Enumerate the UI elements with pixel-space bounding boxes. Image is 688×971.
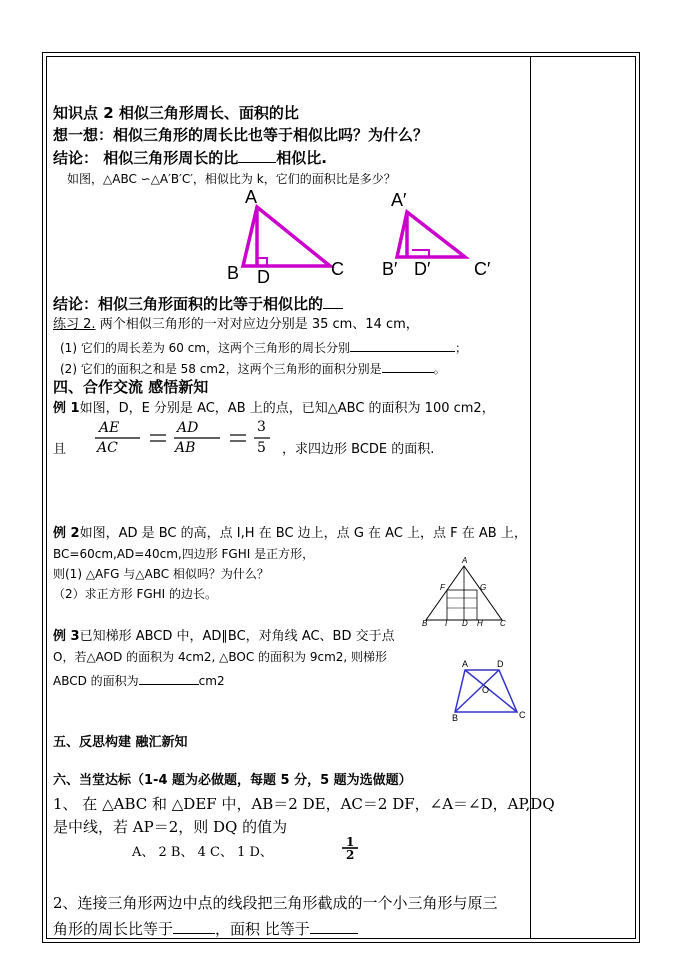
conclusion-perimeter-post: 相似比. [276,149,327,167]
label-c: C [331,259,344,279]
think-question: 想一想：相似三角形的周长比也等于相似比吗？为什么？ [53,126,429,144]
practice-2-label: 练习 2. [53,317,96,332]
label-c-prime: C′ [474,259,491,279]
label-a: A [245,187,258,207]
trap-label-d: D [497,659,504,669]
example-3-label: 例 3 [53,629,80,644]
sq-label-h: H [477,619,483,628]
sq-label-a: A [462,556,468,565]
frac-3: 3 [257,419,266,435]
section-4-title: 四、合作交流 感悟新知 [53,378,209,396]
example-2-label: 例 2 [53,526,80,541]
frac-ad: AD [177,420,199,436]
question-1-line-2: 是中线，若 AP＝2，则 DQ 的值为 [53,818,288,836]
frac-ab: AB [175,440,196,456]
conclusion-area-text: 结论：相似三角形面积的比等于相似比的 [53,295,324,313]
option-d-denominator: 2 [346,848,355,862]
frac-ac: AC [97,440,118,456]
blank-area-ratio-2[interactable] [310,920,358,934]
example-3-line-1: 已知梯形 ABCD 中，AD∥BC，对角线 AC、BD 交于点 [79,629,395,644]
example-1-text: 如图，D，E 分别是 AC，AB 上的点，已知△ABC 的面积为 100 cm2， [79,401,495,416]
example-2-line-2: BC=60cm,AD=40cm,四边形 FGHI 是正方形， [53,547,315,561]
practice-2-q1-end: ； [455,341,468,355]
trap-label-b: B [452,713,459,723]
label-b: B [227,263,240,283]
question-2-line-2-mid: ，面积 比等于 [215,920,310,938]
label-d: D [257,267,270,287]
question-2-line-2 [53,920,358,937]
example-3-line-3-post: cm2 [198,674,225,688]
section-6-title: 六、当堂达标（1-4 题为必做题，每题 5 分，5 题为选做题） [53,773,412,788]
practice-2-q1-text: (1) 它们的周长差为 60 cm，这两个三角形的周长分别 [60,341,350,355]
example-3-line-2: O，若△AOD 的面积为 4cm2, △BOC 的面积为 9cm2, 则梯形 [53,650,388,664]
sq-label-b: B [422,619,428,628]
question-1-options: A、 2 B、 4 C、 1 D、 [132,845,273,860]
question-1-line-1: 1、 在 △ABC 和 △DEF 中，AB＝2 DE，AC＝2 DF，∠A＝∠D，AP,DQ [53,795,555,813]
kp2-title: 知识点 2 相似三角形周长、面积的比 [53,104,299,122]
example-intro: 如图，△ABC ∽△A′B′C′，相似比为 k，它们的面积比是多少？ [67,172,396,186]
sq-label-i: I [445,619,448,628]
example-1-label: 例 1 [53,401,80,416]
example-2-line-1: 如图，AD 是 BC 的高，点 I,H 在 BC 边上，点 G 在 AC 上，点 F 在 AB 上， [79,526,527,541]
example-2-line-3: 则(1) △AFG 与△ABC 相似吗？为什么？ [53,567,269,581]
section-5-title: 五、反思构建 融汇新知 [53,735,188,750]
sq-label-c: C [500,619,506,628]
trap-label-c: C [519,710,526,720]
example-1-qie: 且 [53,442,67,457]
practice-2-text: 两个相似三角形的一对对应边分别是 35 cm、14 cm， [99,317,419,332]
sq-label-f: F [440,583,445,592]
practice-2-q2-end: 。 [433,362,446,376]
question-2-line-1: 2、连接三角形两边中点的线段把三角形截成的一个小三角形与原三 [53,894,498,912]
label-d-prime: D′ [414,259,431,279]
practice-2-q2-text: (2) 它们的面积之和是 58 cm2，这两个三角形的面积分别是 [60,362,382,376]
trap-label-a: A [462,659,469,669]
example-1-tail: ，求四边形 BCDE 的面积. [282,442,435,457]
trap-label-o: O [482,685,490,695]
option-d-numerator: 1 [346,835,355,849]
example-2-line-4: （2）求正方形 FGHI 的边长。 [53,587,218,601]
example-3-line-3-pre: ABCD 的面积为 [53,674,139,688]
sq-label-g: G [480,583,487,592]
sq-label-d: D [462,619,468,628]
frac-ae: AE [99,420,120,436]
frac-5: 5 [257,440,266,456]
conclusion-perimeter-pre: 结论： 相似三角形周长的比 [53,149,239,167]
question-2-line-2-pre: 角形的周长比等于 [53,920,174,938]
label-b-prime: B′ [382,259,398,279]
blank-perimeter-ratio[interactable] [173,920,215,934]
label-a-prime: A′ [391,190,407,210]
